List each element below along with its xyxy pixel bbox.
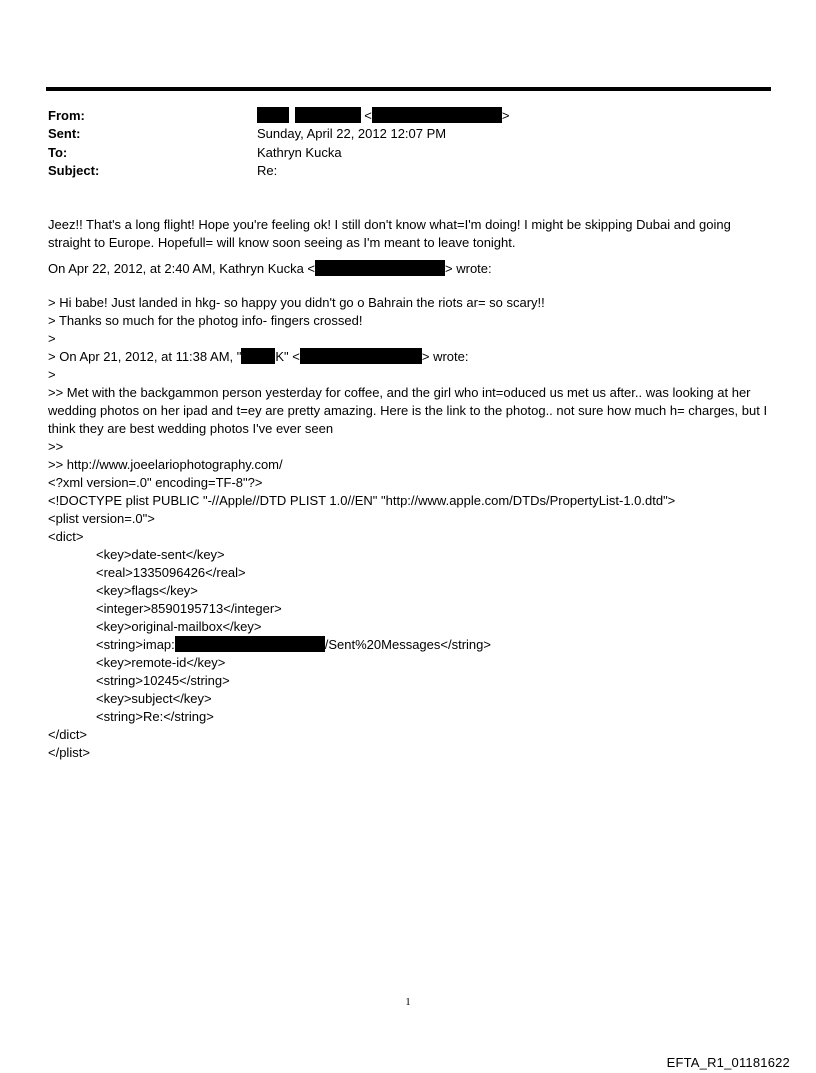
quote-line: >	[48, 331, 56, 346]
xml-line-text: <string>imap:	[96, 637, 175, 652]
quote-line: > Thanks so much for the photog info- fingers crossed!	[48, 313, 363, 328]
quote-line-text: K" <	[275, 349, 300, 364]
quote-paragraph: >> Met with the backgammon person yesterday for coffee, and the girl who int=oduced us met us after.. was looking at her wedding photos on her ipad and t=ey are pretty amazing. Here is the link to the photog.. not sure how much h= charges, but I think they are best wedding photos I've ever seen	[48, 385, 768, 436]
xml-line: <key>date-sent</key>	[96, 547, 225, 562]
page-number: 1	[405, 996, 411, 1008]
xml-line	[48, 636, 768, 654]
quote-line: >>	[48, 439, 64, 454]
quote-link: >> http://www.joeelariophotography.com/	[48, 457, 283, 472]
from-gt: >	[501, 108, 510, 123]
xml-line: <real>1335096426</real>	[96, 565, 246, 580]
xml-line: <string>Re:</string>	[96, 709, 214, 724]
xml-line-text: /Sent%20Messages</string>	[324, 637, 491, 652]
quote-line: > Hi babe! Just landed in hkg- so happy you didn't go o Bahrain the riots ar= so scary!!	[48, 295, 545, 310]
xml-line: </dict>	[48, 727, 88, 742]
to-value: Kathryn Kucka	[257, 145, 342, 160]
redaction-block	[241, 348, 275, 364]
xml-line: <key>subject</key>	[96, 691, 212, 706]
redaction-block	[300, 348, 422, 364]
redaction-block	[372, 107, 502, 123]
redaction-block	[315, 260, 445, 276]
xml-line: <dict>	[48, 529, 84, 544]
xml-line: <plist version=.0">	[48, 511, 155, 526]
header-divider	[46, 87, 771, 91]
redaction-block	[175, 636, 325, 652]
from-lt: <	[364, 108, 372, 123]
quote-line	[48, 348, 768, 366]
xml-line: <?xml version=.0" encoding=TF-8"?>	[48, 475, 263, 490]
quote-intro-text: On Apr 22, 2012, at 2:40 AM, Kathryn Kucka <	[48, 261, 316, 276]
sent-label: Sent:	[48, 126, 81, 141]
xml-line: <key>remote-id</key>	[96, 655, 226, 670]
quote-line: >	[48, 367, 56, 382]
xml-line: <integer>8590195713</integer>	[96, 601, 282, 616]
quote-line-text: > On Apr 21, 2012, at 11:38 AM, "	[48, 349, 242, 364]
email-body	[48, 216, 768, 762]
to-label: To:	[48, 145, 68, 160]
quote-intro-wrote: > wrote:	[445, 261, 492, 276]
from-label: From:	[48, 108, 85, 123]
redaction-block	[257, 107, 289, 123]
xml-line: </plist>	[48, 745, 90, 760]
document-id: EFTA_R1_01181622	[666, 1055, 790, 1070]
from-value	[257, 107, 509, 125]
body-paragraph: Jeez!! That's a long flight! Hope you're feeling ok! I still don't know what=I'm doing! I might be skipping Dubai and going straight to Europe. Hopefull= will know soon seeing as I'm meant to leave tonight.	[48, 217, 731, 250]
xml-line: <string>10245</string>	[96, 673, 230, 688]
quote-line-text: > wrote:	[421, 349, 469, 364]
subject-value: Re:	[257, 163, 278, 178]
subject-label: Subject:	[48, 163, 100, 178]
sent-value: Sunday, April 22, 2012 12:07 PM	[257, 126, 447, 141]
redaction-block	[295, 107, 361, 123]
xml-line: <key>original-mailbox</key>	[96, 619, 262, 634]
xml-line: <key>flags</key>	[96, 583, 198, 598]
quote-intro	[48, 260, 768, 278]
xml-line: <!DOCTYPE plist PUBLIC "-//Apple//DTD PLIST 1.0//EN" "http://www.apple.com/DTDs/PropertyList-1.0.dtd">	[48, 493, 676, 508]
